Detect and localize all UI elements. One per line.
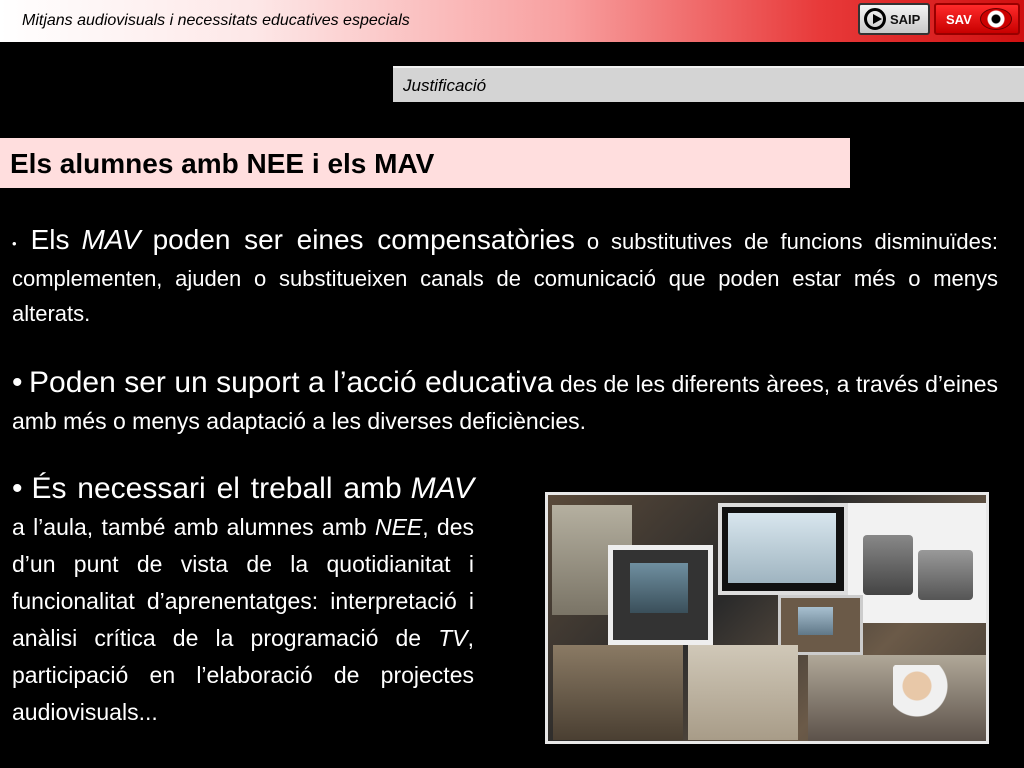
section-bar — [393, 66, 1024, 102]
bullet-icon: • — [12, 366, 23, 399]
classroom-photo-collage — [545, 492, 989, 744]
sav-label: SAV — [946, 11, 972, 27]
paragraph-2: • Poden ser un suport a l’acció educativa des de les diferents àrees, a través d’eines amb més o menys adaptació a les diverses deficiències. — [12, 366, 999, 434]
presentation-title: Mitjans audiovisuals i necessitats educatives especials — [22, 12, 410, 29]
play-icon — [864, 8, 886, 30]
saip-button[interactable] — [858, 3, 930, 35]
bullet-icon: • — [12, 235, 17, 251]
saip-label: SAIP — [890, 11, 921, 27]
paragraph-3: • És necessari el treball amb MAV a l’aula, també amb alumnes amb NEE, des d’un punt de vista de la quotidianitat i funcionalitat d’aprenentatges: interpretació i anàlisi crítica de la programació de TV, participació en l’elaboració de projectes audiovisuals... — [12, 472, 475, 725]
section-label: Justificació — [403, 76, 487, 95]
eye-icon — [980, 8, 1012, 30]
slide-heading: Els alumnes amb NEE i els MAV — [10, 148, 435, 179]
heading-bar — [0, 138, 850, 188]
bullet-icon: • — [12, 472, 23, 505]
paragraph-1: • Els MAV poden ser eines compensatòries o substitutives de funcions disminuïdes: complementen, ajuden o substitueixen canals de comunicació que poden estar més o menys alterats. — [12, 224, 998, 326]
top-bar — [0, 0, 1024, 42]
sav-button[interactable] — [934, 3, 1020, 35]
